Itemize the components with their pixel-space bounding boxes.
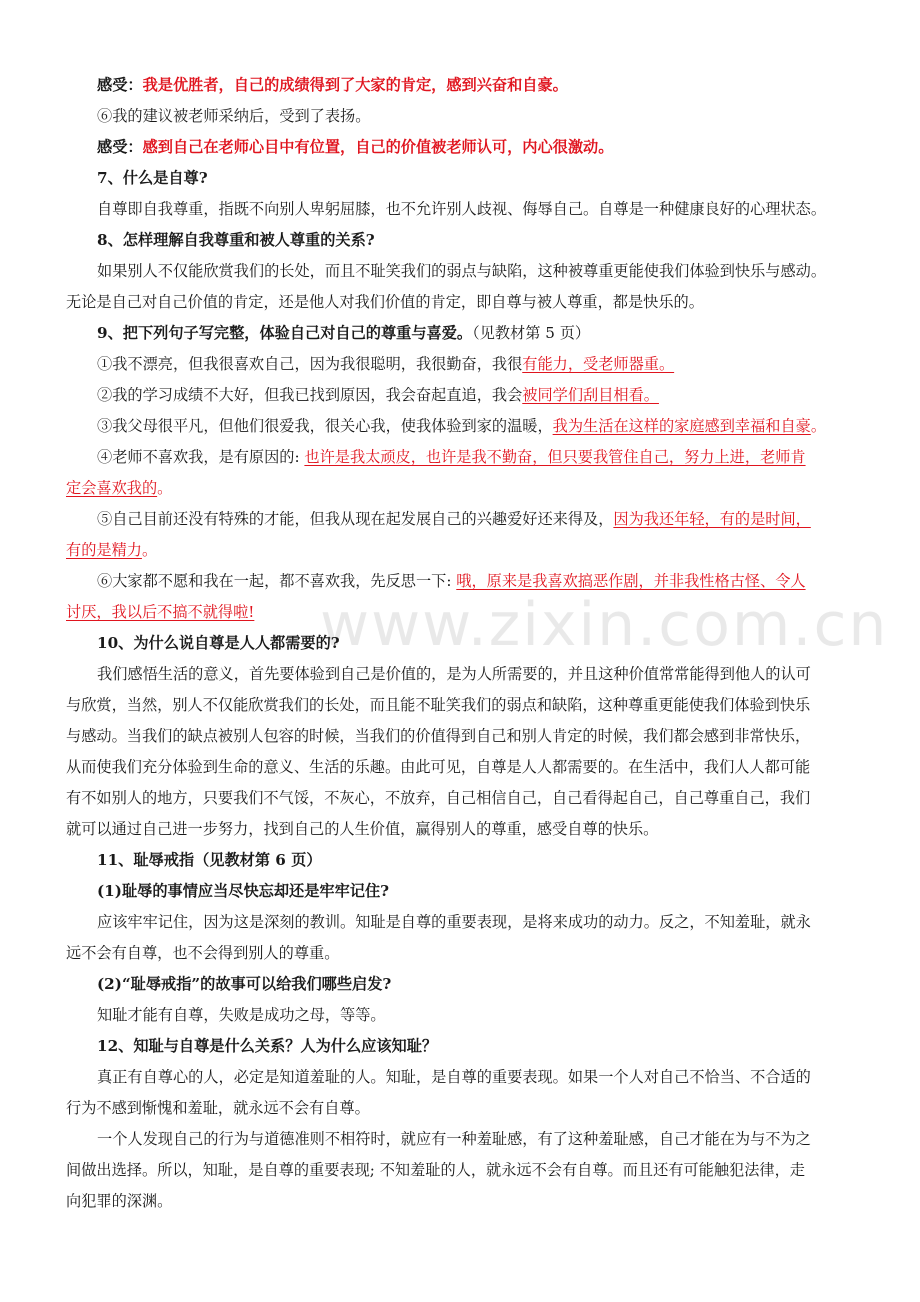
question-11-2: (2)“耻辱戒指”的故事可以给我们哪些启发? [97,975,392,993]
answer-8-line-2: 无论是自己对自己价值的肯定，还是他人对我们价值的肯定，即自尊与被人尊重，都是快乐的。 [66,293,704,311]
answer-10-line-1: 我们感悟生活的意义，首先要体验到自己是价值的，是为人所需要的，并且这种价值常常能得到他人的认可 [97,665,811,683]
example-item-6: ⑥我的建议被老师采纳后，受到了表扬。 [97,107,371,125]
feeling-answer: 感到自己在老师心目中有位置，自己的价值被老师认可，内心很激动。 [142,138,614,156]
question-11: 11、耻辱戒指（见教材第 6 页） [97,851,322,869]
sentence-4-answer-cont: 定会喜欢我的 [66,479,158,497]
answer-11-1-line-2: 远不会有自尊，也不会得到别人的尊重。 [66,944,340,962]
feeling-label: 感受： [97,76,143,94]
sentence-6-prompt: ⑥大家都不愿和我在一起，都不喜欢我，先反思一下: [97,572,457,590]
question-10: 10、为什么说自尊是人人都需要的? [97,634,340,652]
sentence-2-prompt: ②我的学习成绩不大好，但我已找到原因，我会奋起直追，我会 [97,386,523,404]
sentence-3 [97,415,860,437]
sentence-6-line-2 [66,601,860,623]
sentence-1-prompt: ①我不漂亮，但我很喜欢自己，因为我很聪明，我很勤奋，我很 [97,355,523,373]
answer-12-line-5: 向犯罪的深渊。 [66,1192,173,1210]
answer-10-line-6: 就可以通过自己进一步努力，找到自己的人生价值，赢得别人的尊重，感受自尊的快乐。 [66,820,659,838]
answer-12-line-2: 行为不感到惭愧和羞耻，就永远不会有自尊。 [66,1099,370,1117]
answer-10-line-4: 从而使我们充分体验到生命的意义、生活的乐趣。由此可见，自尊是人人都需要的。在生活中，我们人人都可能 [66,758,811,776]
answer-12-line-4: 间做出选择。所以，知耻，是自尊的重要表现; 不知羞耻的人，就永远不会有自尊。而且还有可能触犯法律，走 [66,1161,805,1179]
question-12: 12、知耻与自尊是什么关系？人为什么应该知耻？ [97,1037,438,1055]
question-7: 7、什么是自尊? [97,169,208,187]
sentence-1-answer: 有能力，受老师器重。 [522,355,675,373]
sentence-3-answer: 我为生活在这样的家庭感到幸福和自豪 [552,417,811,435]
sentence-4-line-1 [97,446,860,468]
sentence-2 [97,384,860,406]
question-9-reference: （见教材第 5 页） [472,324,591,342]
question-9 [97,322,860,344]
question-9-title: 9、把下列句子写完整，体验自己对自己的尊重与喜爱。 [97,324,473,342]
feeling-label: 感受： [97,138,143,156]
answer-10-line-3: 与感动。当我们的缺点被别人包容的时候，当我们的价值得到自己和别人肯定的时候，我们都会感到非常快乐， [66,727,811,745]
sentence-6-line-1 [97,570,860,592]
sentence-4-line-2 [66,477,860,499]
sentence-5-line-2 [66,539,860,561]
sentence-5-answer: 因为我还年轻，有的是时间， [613,510,811,528]
answer-11-2: 知耻才能有自尊，失败是成功之母，等等。 [97,1006,386,1024]
sentence-4-prompt: ④老师不喜欢我，是有原因的: [97,448,305,466]
sentence-5-line-1 [97,508,860,530]
feeling-line-1 [97,74,860,96]
sentence-5-answer-cont: 有的是精力 [66,541,142,559]
sentence-5-end: 。 [141,541,158,559]
answer-11-1-line-1: 应该牢牢记住，因为这是深刻的教训。知耻是自尊的重要表现，是将来成功的动力。反之，不知羞耻，就永 [97,913,811,931]
feeling-answer: 我是优胜者，自己的成绩得到了大家的肯定，感到兴奋和自豪。 [142,76,568,94]
sentence-6-answer-cont: 讨厌，我以后不搞不就得啦! [66,603,255,621]
question-8: 8、怎样理解自我尊重和被人尊重的关系? [97,231,375,249]
question-11-1: (1)耻辱的事情应当尽快忘却还是牢牢记住? [97,882,390,900]
answer-12-line-1: 真正有自尊心的人，必定是知道羞耻的人。知耻，是自尊的重要表现。如果一个人对自己不恰当、不合适的 [97,1068,811,1086]
feeling-line-2 [97,136,860,158]
sentence-5-prompt: ⑤自己目前还没有特殊的才能，但我从现在起发展自己的兴趣爱好还来得及， [97,510,614,528]
sentence-4-end: 。 [157,479,173,497]
answer-8-line-1: 如果别人不仅能欣赏我们的长处，而且不耻笑我们的弱点与缺陷，这种被尊重更能使我们体验到快乐与感动。 [97,262,826,280]
answer-10-line-2: 与欣赏，当然，别人不仅能欣赏我们的长处，而且能不耻笑我们的弱点和缺陷，这种尊重更能使我们体验到快乐 [66,696,811,714]
sentence-2-answer: 被同学们刮目相看。 [522,386,659,404]
sentence-3-end: 。 [810,417,826,435]
sentence-1 [97,353,860,375]
answer-12-line-3: 一个人发现自己的行为与道德准则不相符时，就应有一种羞耻感，有了这种羞耻感，自己才能在为与不为之 [97,1130,811,1148]
watermark: www.zixin.com.cn [320,590,889,660]
sentence-6-answer: 哦，原来是我喜欢搞恶作剧，并非我性格古怪、令人 [456,572,806,590]
answer-10-line-5: 有不如别人的地方，只要我们不气馁，不灰心，不放弃，自己相信自己，自己看得起自己，自己尊重自己，我们 [66,789,811,807]
sentence-4-answer: 也许是我太顽皮，也许是我不勤奋，但只要我管住自己，努力上进，老师肯 [304,448,806,466]
answer-7: 自尊即自我尊重，指既不向别人卑躬屈膝，也不允许别人歧视、侮辱自己。自尊是一种健康良好的心理状态。 [97,200,826,218]
sentence-3-prompt: ③我父母很平凡，但他们很爱我，很关心我，使我体验到家的温暖， [97,417,553,435]
